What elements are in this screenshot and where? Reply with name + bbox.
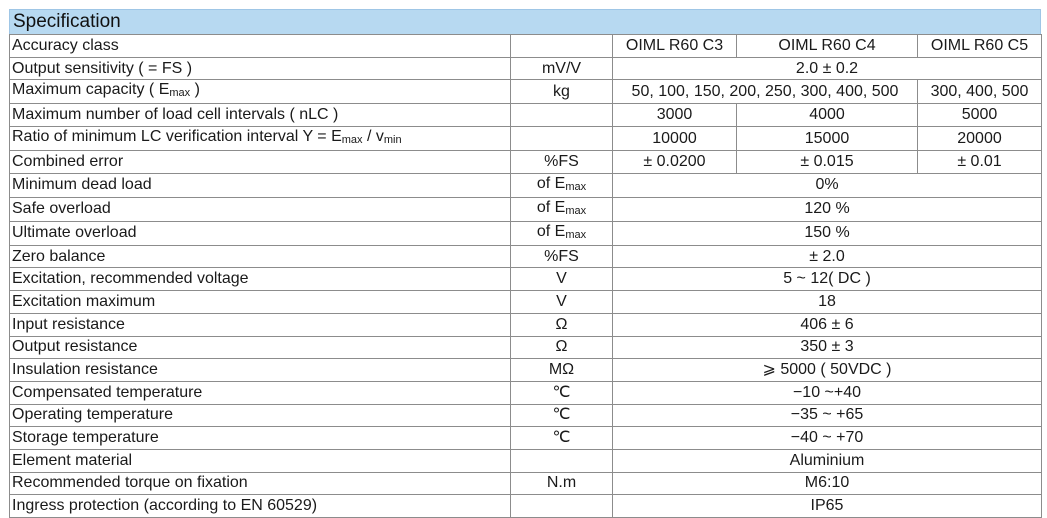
value-cell-c5: 5000 — [918, 104, 1042, 127]
param-label: Operating temperature — [10, 404, 511, 427]
value-cell: ± 2.0 — [613, 245, 1042, 268]
param-label: Accuracy class — [10, 35, 511, 58]
unit-cell — [511, 495, 613, 518]
value-cell: 120 % — [613, 197, 1042, 221]
value-cell: 2.0 ± 0.2 — [613, 57, 1042, 80]
value-cell: ⩾ 5000 ( 50VDC ) — [613, 359, 1042, 382]
value-cell: IP65 — [613, 495, 1042, 518]
param-label: Ultimate overload — [10, 221, 511, 245]
column-header-c3: OIML R60 C3 — [613, 35, 737, 58]
value-cell: Aluminium — [613, 449, 1042, 472]
value-cell: −40 ~ +70 — [613, 427, 1042, 450]
unit-cell: %FS — [511, 151, 613, 174]
param-label: Combined error — [10, 151, 511, 174]
table-row-zero-balance — [10, 245, 1042, 268]
specification-table — [9, 34, 1042, 518]
table-row-storage-temperature — [10, 427, 1042, 450]
unit-cell: of Emax — [511, 173, 613, 197]
unit-cell: mV/V — [511, 57, 613, 80]
unit-cell: ℃ — [511, 404, 613, 427]
param-label: Element material — [10, 449, 511, 472]
table-row-insulation-resistance — [10, 359, 1042, 382]
value-cell: 0% — [613, 173, 1042, 197]
param-label: Excitation maximum — [10, 291, 511, 314]
value-cell-c3: 10000 — [613, 127, 737, 151]
param-label: Compensated temperature — [10, 381, 511, 404]
value-cell-c4: 15000 — [737, 127, 918, 151]
value-cell-c4: 4000 — [737, 104, 918, 127]
table-row-ratio-verification-interval — [10, 127, 1042, 151]
table-row-compensated-temperature — [10, 381, 1042, 404]
unit-cell: MΩ — [511, 359, 613, 382]
value-cell-c5: 300, 400, 500 — [918, 80, 1042, 104]
table-row-element-material — [10, 449, 1042, 472]
value-cell-c3: 3000 — [613, 104, 737, 127]
table-row-output-sensitivity — [10, 57, 1042, 80]
unit-cell — [511, 104, 613, 127]
unit-cell: kg — [511, 80, 613, 104]
unit-cell — [511, 35, 613, 58]
table-row-output-resistance — [10, 336, 1042, 359]
column-header-c4: OIML R60 C4 — [737, 35, 918, 58]
value-cell-c3-c4: 50, 100, 150, 200, 250, 300, 400, 500 — [613, 80, 918, 104]
table-row-combined-error — [10, 151, 1042, 174]
table-row-accuracy-class — [10, 35, 1042, 58]
param-label: Maximum number of load cell intervals ( nLC ) — [10, 104, 511, 127]
param-label: Ingress protection (according to EN 60529) — [10, 495, 511, 518]
table-row-ingress-protection — [10, 495, 1042, 518]
param-label: Excitation, recommended voltage — [10, 268, 511, 291]
unit-cell: Ω — [511, 336, 613, 359]
unit-cell: ℃ — [511, 381, 613, 404]
param-label: Insulation resistance — [10, 359, 511, 382]
table-row-max-load-cell-intervals — [10, 104, 1042, 127]
value-cell-c5: 20000 — [918, 127, 1042, 151]
table-row-safe-overload — [10, 197, 1042, 221]
table-row-maximum-capacity — [10, 80, 1042, 104]
unit-cell: of Emax — [511, 221, 613, 245]
specification-title: Specification — [9, 9, 1041, 34]
param-label: Safe overload — [10, 197, 511, 221]
value-cell-c3: ± 0.0200 — [613, 151, 737, 174]
param-label: Recommended torque on fixation — [10, 472, 511, 495]
param-label: Zero balance — [10, 245, 511, 268]
table-row-operating-temperature — [10, 404, 1042, 427]
table-row-recommended-torque — [10, 472, 1042, 495]
value-cell: 406 ± 6 — [613, 313, 1042, 336]
unit-cell: N.m — [511, 472, 613, 495]
unit-cell — [511, 449, 613, 472]
unit-cell — [511, 127, 613, 151]
value-cell: 350 ± 3 — [613, 336, 1042, 359]
value-cell: 5 ~ 12( DC ) — [613, 268, 1042, 291]
value-cell: −10 ~+40 — [613, 381, 1042, 404]
value-cell: 150 % — [613, 221, 1042, 245]
param-label: Minimum dead load — [10, 173, 511, 197]
specification-panel — [9, 9, 1041, 518]
table-row-excitation-recommended — [10, 268, 1042, 291]
value-cell-c4: ± 0.015 — [737, 151, 918, 174]
table-row-excitation-maximum — [10, 291, 1042, 314]
param-label: Input resistance — [10, 313, 511, 336]
unit-cell: V — [511, 291, 613, 314]
param-label: Output sensitivity ( = FS ) — [10, 57, 511, 80]
unit-cell: %FS — [511, 245, 613, 268]
value-cell: 18 — [613, 291, 1042, 314]
value-cell: −35 ~ +65 — [613, 404, 1042, 427]
value-cell-c5: ± 0.01 — [918, 151, 1042, 174]
unit-cell: Ω — [511, 313, 613, 336]
param-label: Ratio of minimum LC verification interval Y = Emax / vmin — [10, 127, 511, 151]
table-row-input-resistance — [10, 313, 1042, 336]
table-row-minimum-dead-load — [10, 173, 1042, 197]
param-label: Maximum capacity ( Emax ) — [10, 80, 511, 104]
unit-cell: V — [511, 268, 613, 291]
param-label: Storage temperature — [10, 427, 511, 450]
unit-cell: of Emax — [511, 197, 613, 221]
value-cell: M6:10 — [613, 472, 1042, 495]
param-label: Output resistance — [10, 336, 511, 359]
unit-cell: ℃ — [511, 427, 613, 450]
column-header-c5: OIML R60 C5 — [918, 35, 1042, 58]
table-row-ultimate-overload — [10, 221, 1042, 245]
